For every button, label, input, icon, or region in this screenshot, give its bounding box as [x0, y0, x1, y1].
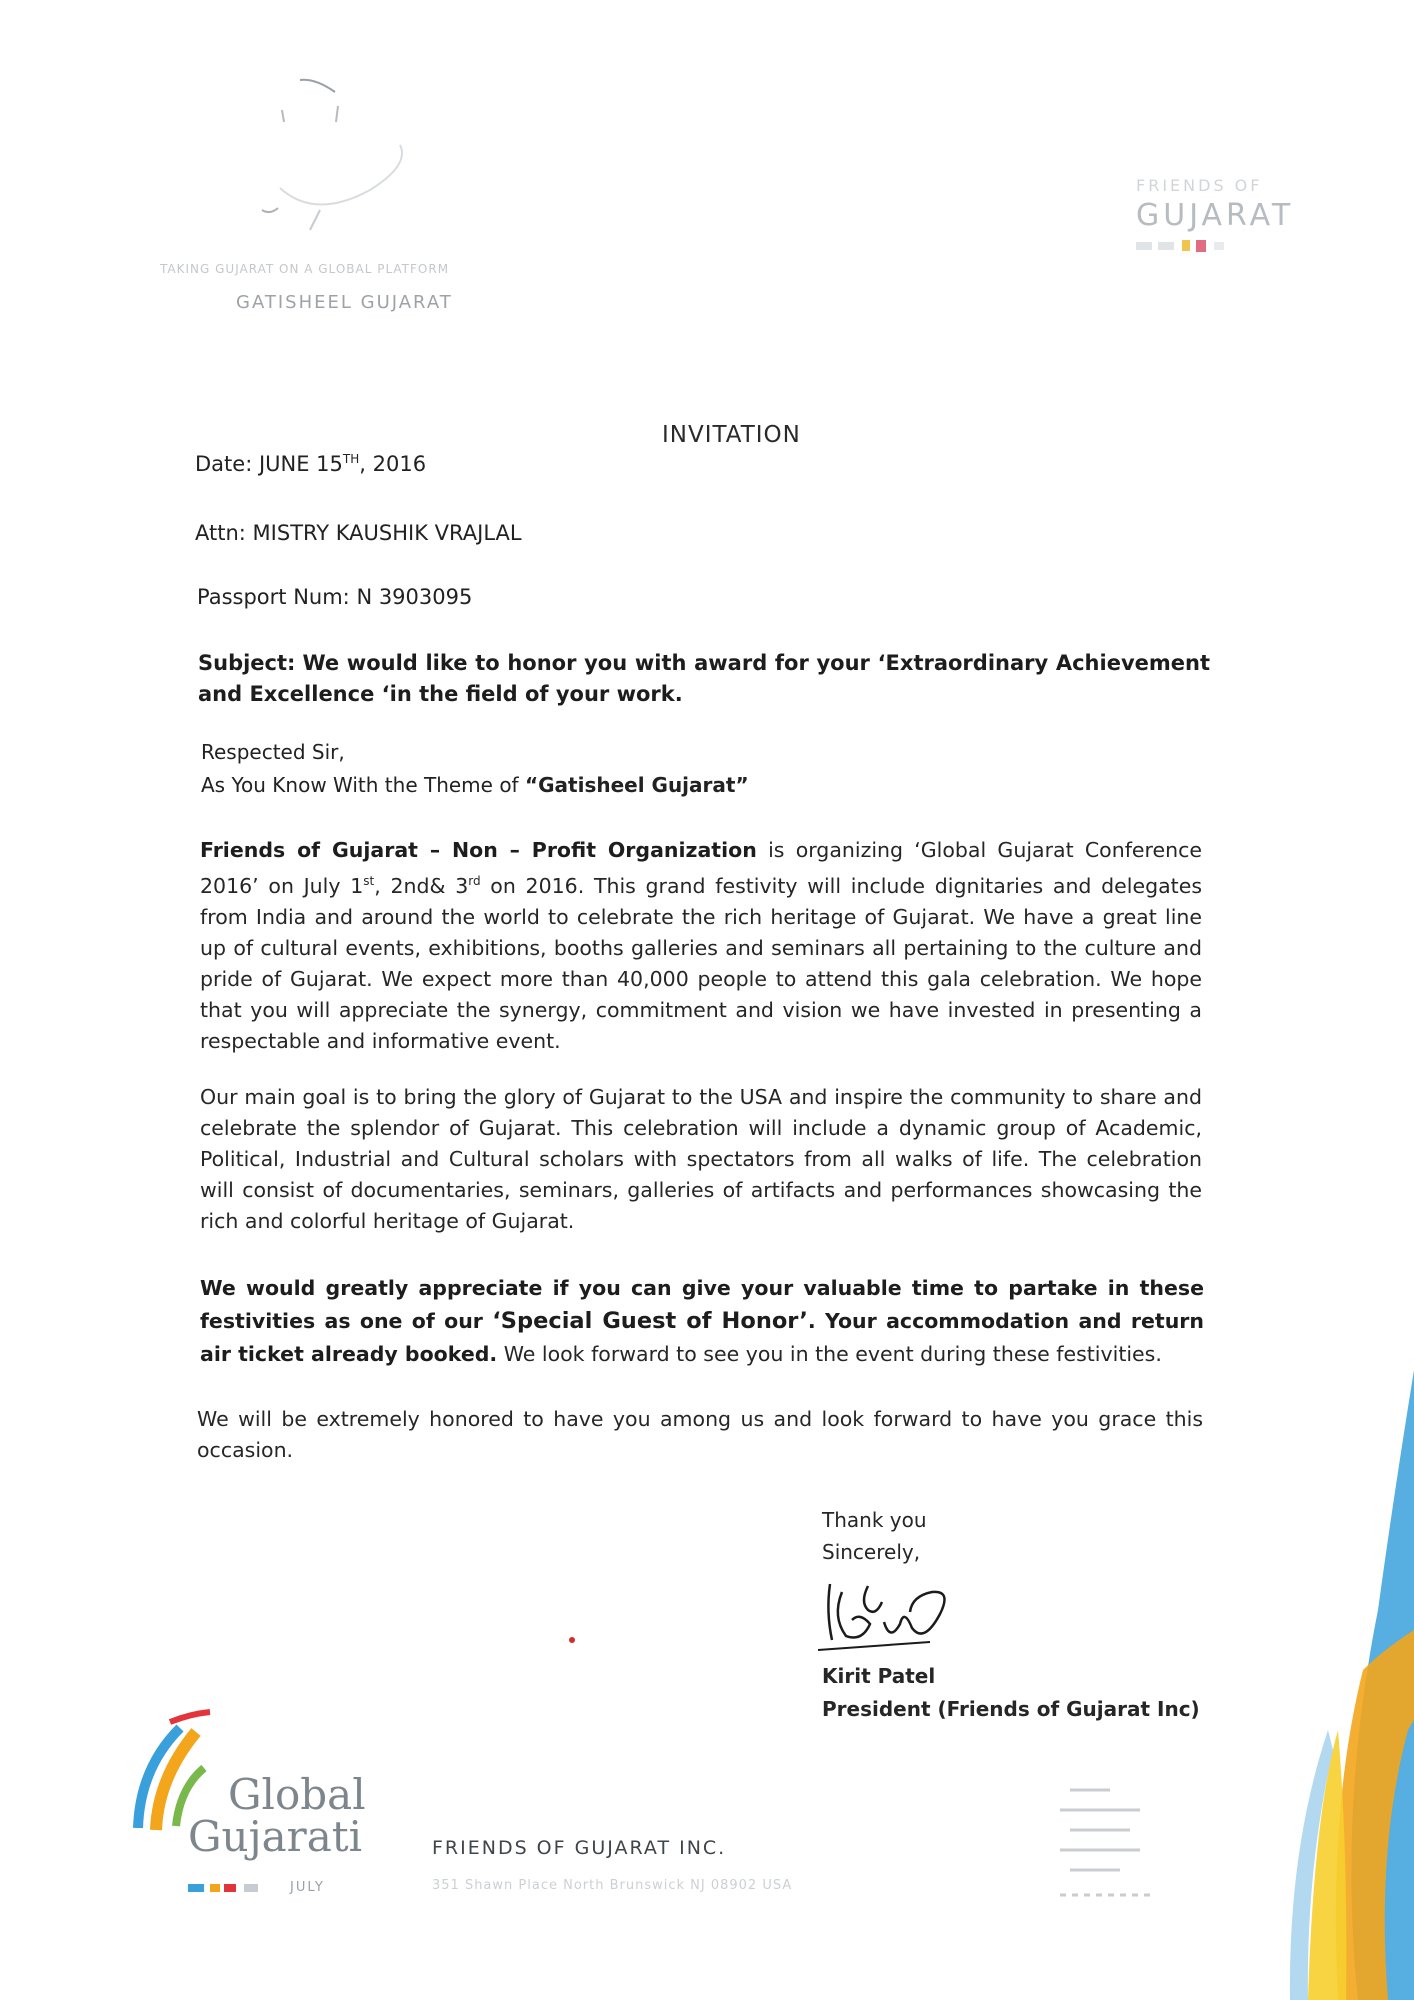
subject-label: Subject:: [198, 651, 296, 675]
global-gujarati-logo-line1: Global: [228, 1770, 366, 1819]
attn-value: MISTRY KAUSHIK VRAJLAL: [252, 521, 522, 545]
gujarat-logo-word: GUJARAT: [1136, 198, 1295, 233]
p1-text-b: , 2nd& 3: [374, 873, 469, 898]
subject-paragraph: [198, 648, 1210, 710]
paragraph-guest-of-honor: [200, 1272, 1204, 1371]
paragraph-goal: Our main goal is to bring the glory of Gujarat to the USA and inspire the community to share and celebrate the splendor of Gujarat. This celebration will include a dynamic group of Academic, Political, Industrial and Cultural scholars with spectators from all walks of life. The celebration will consist of documentaries, seminars, galleries of artifacts and performances showcasing the rich and colorful heritage of Gujarat.: [200, 1085, 1202, 1233]
signature-icon: [812, 1572, 972, 1654]
p1-text-a: is organizing ‘Global Gujarat Conference 2016’ on July 1: [200, 838, 1202, 898]
paragraph-conference: [200, 835, 1202, 1057]
faint-stamp-icon: [1050, 1780, 1160, 1910]
theme-prefix: As You Know With the Theme of: [201, 773, 525, 797]
passport-label: Passport Num:: [197, 585, 350, 609]
p3-bold-a: We would greatly appreciate if you can give your valuable time to partake in these festivities as one of our: [200, 1276, 1204, 1333]
p3-bold-b: . Your accommodation and return air ticket already booked.: [200, 1309, 1205, 1366]
theme-line: [201, 773, 749, 797]
subject-text: We would like to honor you with award for your ‘Extraordinary Achievement and Excellence ‘in the field of your work.: [198, 651, 1210, 706]
date-year: , 2016: [359, 452, 427, 476]
special-guest-of-honor: ‘Special Guest of Honor’: [492, 1308, 808, 1334]
global-gujarati-logo-line3: JULY: [290, 1880, 325, 1895]
invitation-title: INVITATION: [662, 422, 801, 448]
p1-sup-st: st: [363, 874, 375, 888]
date-label: Date:: [195, 452, 253, 476]
p3-text-c: We look forward to see you in the event during these festivities.: [497, 1342, 1162, 1366]
global-gujarati-logo-line2: Gujarati: [188, 1812, 363, 1861]
date-suffix: TH: [342, 452, 360, 466]
date-value: JUNE 15: [258, 452, 343, 476]
global-gujarati-marks-icon: [188, 1880, 278, 1896]
signer-name: Kirit Patel: [822, 1664, 936, 1688]
ink-dot: [569, 1637, 575, 1643]
friends-of-gujarat-marks-icon: [1136, 238, 1246, 254]
closing-thank-you: Thank you: [822, 1508, 927, 1532]
org-name-bold: Friends of Gujarat – Non – Profit Organization: [200, 838, 757, 862]
footer-org-name: FRIENDS OF GUJARAT INC.: [432, 1837, 727, 1859]
passport-line: [197, 585, 472, 609]
attn-line: [195, 521, 522, 545]
signer-title: President (Friends of Gujarat Inc): [822, 1697, 1200, 1721]
gatisheel-emblem-icon: [240, 70, 440, 260]
p1-text-c: on 2016. This grand festivity will include dignitaries and delegates from India and around the world to celebrate the rich heritage of Gujarat. We have a great line up of cultural events, exhibitions, booths galleries and seminars all pertaining to the culture and pride of Gujarat. We expect more than 40,000 people to attend this gala celebration. We hope that you will appreciate the synergy, commitment and vision we have invested in presenting a respectable and informative event.: [200, 873, 1202, 1053]
date-line: [195, 452, 426, 476]
salutation: Respected Sir,: [201, 740, 345, 764]
gatisheel-tagline: TAKING GUJARAT ON A GLOBAL PLATFORM: [160, 262, 450, 276]
footer-address: 351 Shawn Place North Brunswick NJ 08902 USA: [432, 1878, 793, 1893]
theme-name: “Gatisheel Gujarat”: [524, 773, 749, 797]
paragraph-closing: We will be extremely honored to have you among us and look forward to have you grace this occasion.: [197, 1407, 1203, 1462]
decorative-swoosh-icon: [1188, 1250, 1414, 2000]
attn-label: Attn:: [195, 521, 246, 545]
passport-value: N 3903095: [356, 585, 473, 609]
friends-of-logo-line: FRIENDS OF: [1136, 176, 1263, 195]
closing-sincerely: Sincerely,: [822, 1540, 921, 1564]
gatisheel-logo-name: GATISHEEL GUJARAT: [236, 292, 453, 313]
p1-sup-rd: rd: [468, 874, 481, 888]
